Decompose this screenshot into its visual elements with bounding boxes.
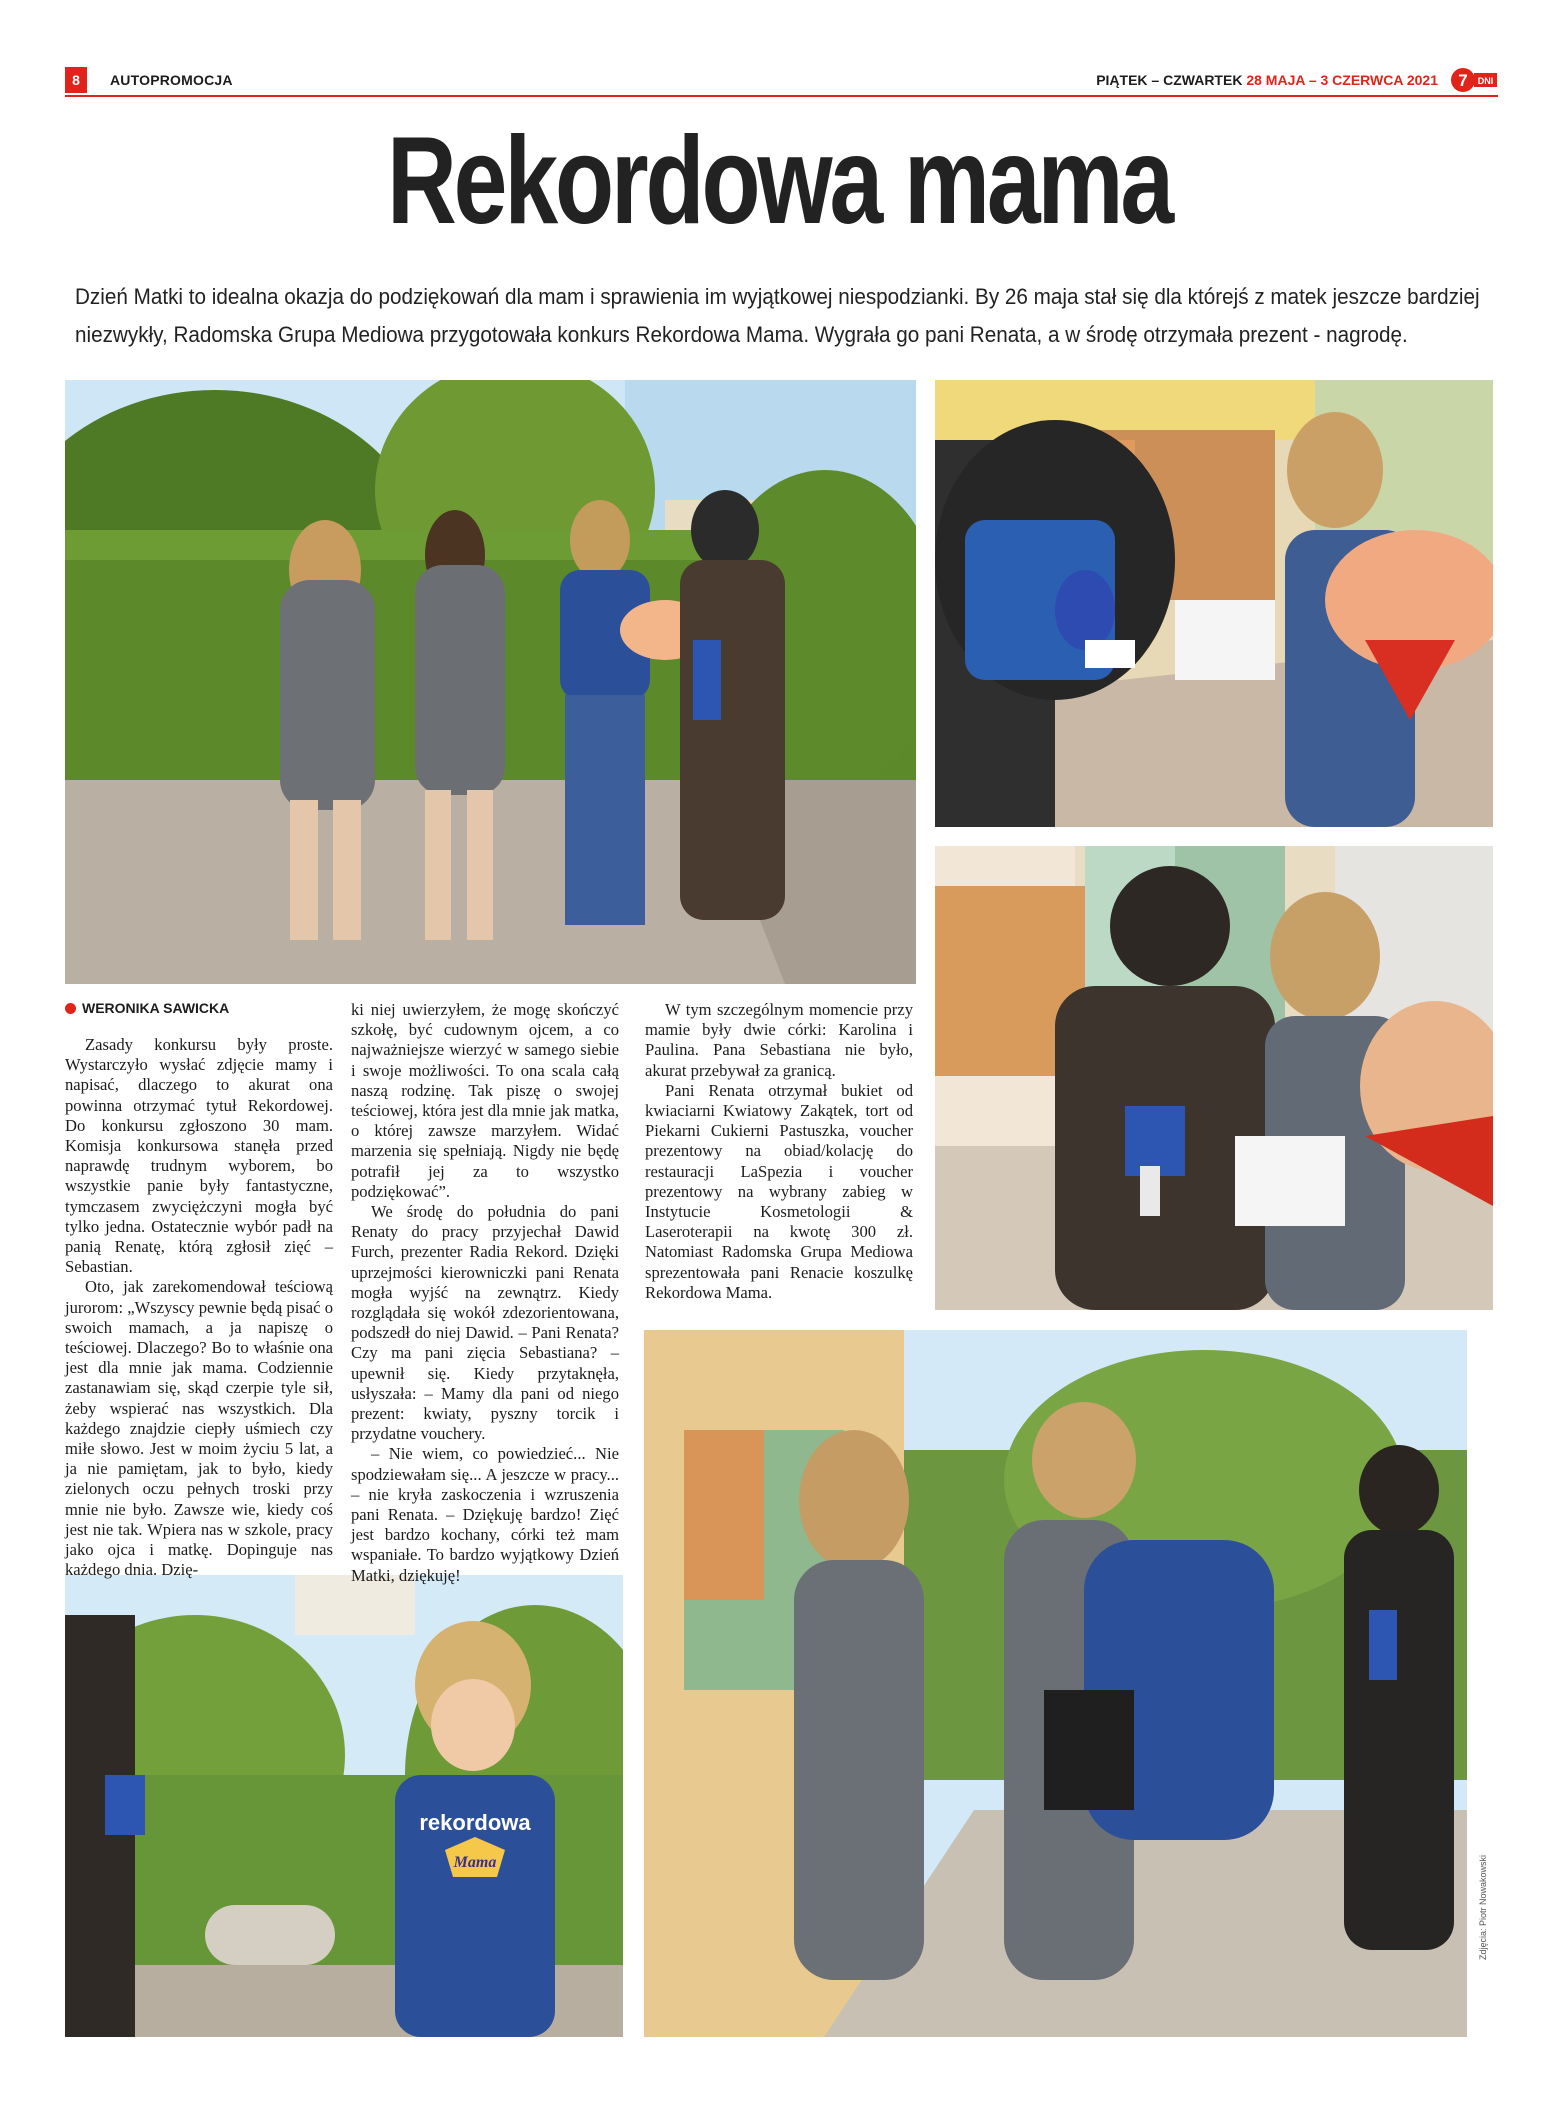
article-paragraph: Pani Renata otrzymał bukiet od kwiaciarni Kwiatowy Zakątek, tort od Piekarni Cukierni Pastuszka, voucher prezentowy na obiad/kolację do restauracji LaSpezia i voucher prezentowy na wybrany zabieg w Instytucie Kosmetologii & Laseroterapii na kwotę 300 zł. Natomiast Radomska Grupa Mediowa sprezentowała pani Renacie koszulkę Rekordowa Mama. <box>645 1080 913 1302</box>
lead-paragraph: Dzień Matki to idealna okazja do podziękowań dla mam i sprawienia im wyjątkowej niespodzianki. By 26 maja stał się dla którejś z matek jeszcze bardziej niezwykły, Radomska Grupa Mediowa przygotowała konkurs Rekordowa Mama. Wygrała go pani Renata, a w środę otrzymała prezent - nagrodę. <box>75 284 1480 347</box>
article-column-1 <box>65 1035 333 1580</box>
publication-logo <box>1450 67 1498 93</box>
byline <box>65 1000 229 1016</box>
photo-group-of-four <box>65 380 916 984</box>
photo-interview-bag <box>935 380 1493 827</box>
svg-text:7: 7 <box>1458 71 1468 90</box>
byline-dot-icon <box>65 1003 76 1014</box>
article-paragraph: We środę do południa do pani Renaty do pracy przyjechał Dawid Furch, prezenter Radia Rekord. Dzięki uprzejmości kierowniczki pani Renata mogła wyjść na zewnątrz. Kiedy rozglądała się wokół zdezorientowana, podszedł do niej Dawid. – Pani Renata? Czy ma pani zięcia Sebastiana? – upewnił się. Kiedy przytaknęła, usłyszała: – Mamy dla pani od niego prezent: kwiaty, pyszny torcik i przydatne vouchery. <box>351 1202 619 1444</box>
shirt-badge: Mama <box>453 1854 497 1871</box>
section-label: AUTOPROMOCJA <box>110 72 233 88</box>
photo-interview-cake <box>935 846 1493 1310</box>
shirt-text: rekordowa <box>419 1810 531 1835</box>
article-column-3 <box>645 1000 913 1303</box>
headline: Rekordowa mama <box>386 112 1172 250</box>
issue-dates <box>1096 68 1438 92</box>
photo-credit: Zdjęcia: Piotr Nowakowski <box>1478 1854 1488 1960</box>
article-paragraph: W tym szczególnym momencie przy mamie były dwie córki: Karolina i Paulina. Pana Sebastiana nie było, akurat przebywał za granicą. <box>645 1000 913 1080</box>
article-paragraph: Oto, jak zarekomendował teściową jurorom: „Wszyscy pewnie będą pisać o swoich mamach, a ja napiszę o teściowej. Dlaczego? Bo to właśnie ona jest dla mnie jak mama. Codziennie zastanawiam się, skąd czerpie tyle sił, żeby wspierać nas wszystkich. Dla każdego znajdzie ciepły uśmiech czy miłe słowo. Jest w moim życiu 5 lat, a ja nie pamiętam, jak to było, kiedy zielonych oczu pełnych troski przy mnie nie było. Zawsze wie, kiedy coś jest nie tak. Wpiera nas w szkole, pracy jako ojca i matkę. Dopinguje nas każdego dnia. Dzię- <box>65 1277 333 1580</box>
svg-text:DNI: DNI <box>1477 76 1494 86</box>
article-paragraph: ki niej uwierzyłem, że mogę skończyć szkołę, być cudownym ojcem, a co najważniejsze wierzyć w samego siebie i swoje możliwości. To ona scala całą naszą rodzinę. Tak piszę o swojej teściowej, która jest dla mnie jak matka, o której zawsze marzyłem. Widać marzenia się spełniają. Nigdy nie będę potrafił jej za to wszystko podziękować”. <box>351 1000 619 1201</box>
issue-days: PIĄTEK – CZWARTEK <box>1096 72 1243 88</box>
header-rule <box>65 95 1498 97</box>
article-paragraph: Zasady konkursu były proste. Wystarczyło wysłać zdjęcie mamy i napisać, dlaczego to akurat ona powinna otrzymać tytuł Rekordowej. Do konkursu zgłoszono 30 mam. Komisja konkursowa stanęła przed naprawdę trudnym wyborem, bo wszystkie panie były fantastyczne, tymczasem zwyciężczyni mogła być tylko jedna. Ostatecznie wybór padł na panią Renatę, którą zgłosił zięć – Sebastian. <box>65 1035 333 1277</box>
article-column-2 <box>351 1000 619 1586</box>
page-number: 8 <box>65 67 87 93</box>
issue-date-range: 28 MAJA – 3 CZERWCA 2021 <box>1246 72 1438 88</box>
photo-hug <box>644 1330 1467 2037</box>
article-paragraph: – Nie wiem, co powiedzieć... Nie spodziewałam się... A jeszcze w pracy... – nie kryła zaskoczenia i wzruszenia pani Renata. – Dziękuję bardzo! Zięć jest bardzo kochany, córki też mam wspaniałe. To bardzo wyjątkowy Dzień Matki, dziękuję! <box>351 1444 619 1585</box>
byline-author: WERONIKA SAWICKA <box>82 1000 230 1016</box>
photo-mama-shirt <box>65 1575 623 2037</box>
